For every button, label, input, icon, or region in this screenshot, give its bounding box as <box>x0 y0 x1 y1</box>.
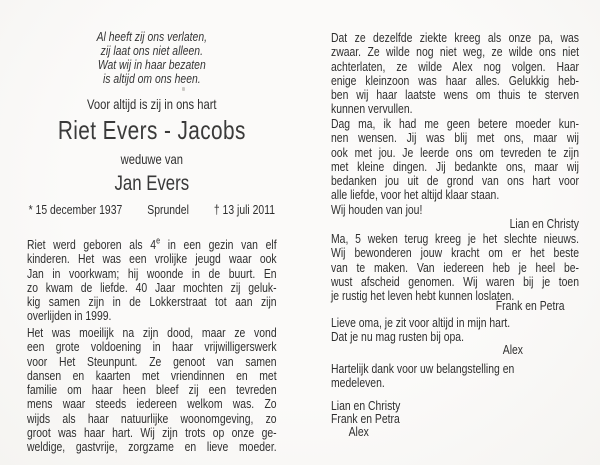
poem-line: is altijd om ons heen. <box>102 70 201 86</box>
body-line: Ma, 5 weken terug kreeg je het slechte nieuws. <box>331 231 579 246</box>
memory-paragraph-illness <box>331 31 579 117</box>
body-line: Jan in voorkwam; hij woonde in de buurt. En <box>27 265 277 281</box>
body-line: Hartelijk dank voor uw belangstelling en <box>331 361 515 376</box>
biography-paragraph-1 <box>27 235 277 324</box>
body-line: weldige, gastvrije, zorgzame en lieve moeder. <box>27 439 277 455</box>
relation-line: weduwe van <box>120 151 183 167</box>
spouse-name: Jan Evers <box>114 172 190 195</box>
superscript-e: e <box>156 235 161 246</box>
body-line: enige kleinzoon was haar alles. Gelukkig heb- <box>331 72 579 88</box>
farewell-message-frank-petra <box>331 232 579 303</box>
tribute-line: Voor altijd is zij in ons hart <box>87 96 217 112</box>
body-line: overlijden in 1999. <box>27 308 112 324</box>
body-line: achterlaten, ze wilde Alex nog volgen. Haar <box>331 58 579 74</box>
body-line: groot was haar hart. Wij zijn trots op onze ge- <box>27 425 277 441</box>
closing-family-names <box>331 399 579 438</box>
signature-lian-christy: Lian en Christy <box>509 216 579 231</box>
closing-name: Alex <box>348 424 369 439</box>
signature-alex: Alex <box>502 342 523 357</box>
body-text: Riet werd geboren als 4 <box>27 237 157 252</box>
left-page <box>27 0 277 465</box>
body-line: Dag ma, ik had me geen betere moeder kun- <box>331 116 579 131</box>
body-line: mens waar steeds iedereen welkom was. Zo <box>27 396 277 412</box>
body-line: medeleven. <box>331 375 385 391</box>
body-line: familie om haar heen bleef zij een tevreden <box>27 382 277 398</box>
body-line: een grote voldoening in haar vrijwilligerswerk <box>27 339 277 355</box>
signature-frank-petra: Frank en Petra <box>495 298 565 313</box>
poem-line: zij laat ons niet alleen. <box>100 42 203 58</box>
body-text: in een gezin van elf <box>160 237 277 252</box>
death-date: † 13 juli 2011 <box>213 202 275 217</box>
body-line: alle liefde, voor het altijd klaar staan. <box>331 187 500 203</box>
farewell-message-grandson <box>331 316 579 345</box>
right-page <box>331 0 579 465</box>
body-line: je rustig het leven hebt kunnen loslaten. <box>331 288 515 304</box>
body-line: voor Het Steunpunt. Ze genoot van samen <box>27 353 277 369</box>
body-line: Wij bewonderen jouw kracht om er het beste <box>331 245 579 261</box>
body-line: wijds als haar natuurlijke woonomgeving, zo <box>27 410 277 426</box>
birth-place: Sprundel <box>147 202 189 217</box>
body-line: ben wij haar laatste wens om thuis te sterven <box>331 87 579 103</box>
poem-line: Al heeft zij ons verlaten, <box>96 29 208 44</box>
body-line: kunnen vervullen. <box>331 101 413 117</box>
body-line: Wij houden van jou! <box>331 201 423 217</box>
body-line: kinderen. Het was een vrolijke jeugd waar ook <box>27 251 277 267</box>
closing-name: Lian en Christy <box>331 398 401 413</box>
deceased-name: Riet Evers - Jacobs <box>57 115 246 145</box>
body-line: Lieve oma, je zit voor altijd in mijn hart. <box>331 315 511 330</box>
body-line: Dat ze dezelfde ziekte kreeg als onze pa, was <box>331 30 579 45</box>
body-line: bedanken jou uit de grond van ons hart voor <box>331 173 579 189</box>
body-line: van te maken. Van iedereen heb je heel be- <box>331 259 579 275</box>
farewell-message-children <box>331 117 579 217</box>
opening-poem <box>27 30 277 86</box>
body-line: Het was moeilijk na zijn dood, maar ze vond <box>27 325 277 340</box>
body-line: Dat je nu mag rusten bij opa. <box>331 329 464 345</box>
life-dates <box>27 202 277 217</box>
body-line: ook met jou. Je leerde ons om tevreden te zijn <box>331 144 579 160</box>
body-line <box>27 235 277 252</box>
body-line: zwaar. Ze wilde nog niet weg, ze wilde ons niet <box>331 44 579 60</box>
body-line: met kleine dingen. Jij bedankte ons, maar wij <box>331 158 579 174</box>
body-line: wust afscheid genomen. Wij waren bij je toen <box>331 273 579 289</box>
body-line: zo kwam de liefde. 40 Jaar mochten zij geluk- <box>27 279 277 295</box>
birth-date: * 15 december 1937 <box>28 202 123 217</box>
body-line: nen wensen. Jij was blij met ons, maar wij <box>331 130 579 146</box>
poem-line: Wat wij in haar bezaten <box>97 56 206 72</box>
acknowledgement <box>331 362 579 391</box>
closing-name: Frank en Petra <box>331 411 400 426</box>
body-line: kig samen zijn in de Lokkerstraat tot aan zijn <box>27 294 277 310</box>
biography-paragraph-2 <box>27 326 277 455</box>
body-line: dansen en kaarten met vriendinnen en met <box>27 367 277 383</box>
